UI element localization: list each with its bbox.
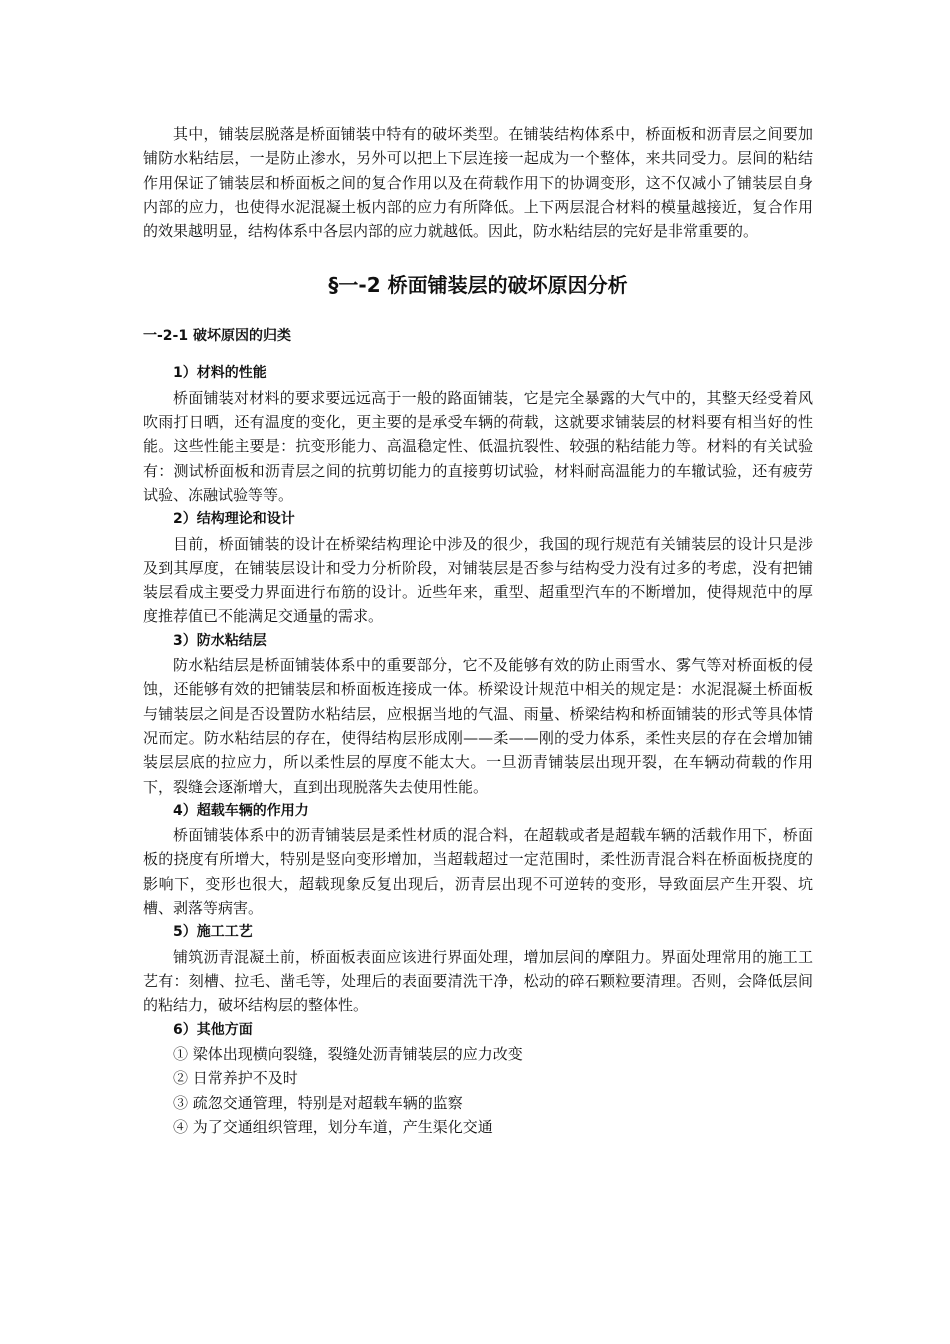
item-text-construction: 铺筑沥青混凝土前，桥面板表面应该进行界面处理，增加层间的摩阻力。界面处理常用的施工工艺有：刻槽、拉毛、凿毛等，处理后的表面要清洗干净，松动的碎石颗粒要清理。否则，会降低层间的粘结力，破坏结构层的整体性。 <box>143 947 813 1015</box>
item-text-waterproof: 防水粘结层是桥面铺装体系中的重要部分，它不及能够有效的防止雨雪水、雾气等对桥面板的侵蚀，还能够有效的把铺装层和桥面板连接成一体。桥梁设计规范中相关的规定是：水泥混凝土桥面板与铺装层之间是否设置防水粘结层，应根据当地的气温、雨量、桥梁结构和桥面铺装的形式等具体情况而定。防水粘结层的存在，使得结构层形成刚——柔——刚的受力体系，柔性夹层的存在会增加铺装层层底的拉应力，所以柔性层的厚度不能太大。一旦沥青铺装层出现开裂，在车辆动荷载的作用下，裂缝会逐渐增大，直到出现脱落失去使用性能。 <box>143 656 813 796</box>
item-text-materials: 桥面铺装对材料的要求要远远高于一般的路面铺装，它是完全暴露的大气中的，其整天经受着风吹雨打日晒，还有温度的变化，更主要的是承受车辆的荷载，这就要求铺装层的材料要有相当好的性能。这些性能主要是：抗变形能力、高温稳定性、低温抗裂性、较强的粘结能力等。材料的有关试验有：测试桥面板和沥青层之间的抗剪切能力的直接剪切试验，材料耐高温能力的车辙试验，还有疲劳试验、冻融试验等等。 <box>143 388 813 504</box>
list-item: ③ 疏忽交通管理，特别是对超载车辆的监察 <box>173 1093 463 1112</box>
item-text-structure: 目前，桥面铺装的设计在桥梁结构理论中涉及的很少，我国的现行规范有关铺装层的设计只是涉及到其厚度，在铺装层设计和受力分析阶段，对铺装层是否参与结构受力没有过多的考虑，没有把铺装层看成主要受力界面进行布筋的设计。近些年来，重型、超重型汽车的不断增加，使得规范中的厚度推荐值已不能满足交通量的需求。 <box>143 534 813 626</box>
item-heading-other: 6）其他方面 <box>173 1021 253 1038</box>
list-item: ④ 为了交通组织管理，划分车道，产生渠化交通 <box>173 1118 493 1137</box>
item-heading-materials: 1）材料的性能 <box>173 365 267 382</box>
item-heading-construction: 5）施工工艺 <box>173 924 253 941</box>
subsection-title: 一-2-1 破坏原因的归类 <box>143 328 291 345</box>
item-text-overload: 桥面铺装体系中的沥青铺装层是柔性材质的混合料，在超载或者是超载车辆的活载作用下，桥面板的挠度有所增大，特别是竖向变形增加，当超载超过一定范围时，柔性沥青混合料在桥面板挠度的影响下，变形也很大，超载现象反复出现后，沥青层出现不可逆转的变形，导致面层产生开裂、坑槽、剥落等病害。 <box>143 826 813 918</box>
item-heading-structure: 2）结构理论和设计 <box>173 511 295 528</box>
document-page <box>143 122 813 1140</box>
intro-paragraph: 其中，铺装层脱落是桥面铺装中特有的破坏类型。在铺装结构体系中，桥面板和沥青层之间要加铺防水粘结层，一是防止渗水，另外可以把上下层连接一起成为一个整体，来共同受力。层间的粘结作用保证了铺装层和桥面板之间的复合作用以及在荷载作用下的协调变形，这不仅减小了铺装层自身内部的应力，也使得水泥混凝土板内部的应力有所降低。上下两层混合材料的模量越接近，复合作用的效果越明显，结构体系中各层内部的应力就越低。因此，防水粘结层的完好是非常重要的。 <box>143 125 813 241</box>
item-heading-waterproof: 3）防水粘结层 <box>173 632 267 649</box>
item-heading-overload: 4）超载车辆的作用力 <box>173 802 309 819</box>
section-title: §一-2 桥面铺装层的破坏原因分析 <box>328 273 628 298</box>
list-item: ② 日常养护不及时 <box>173 1069 298 1088</box>
list-item: ① 梁体出现横向裂缝，裂缝处沥青铺装层的应力改变 <box>173 1044 523 1063</box>
